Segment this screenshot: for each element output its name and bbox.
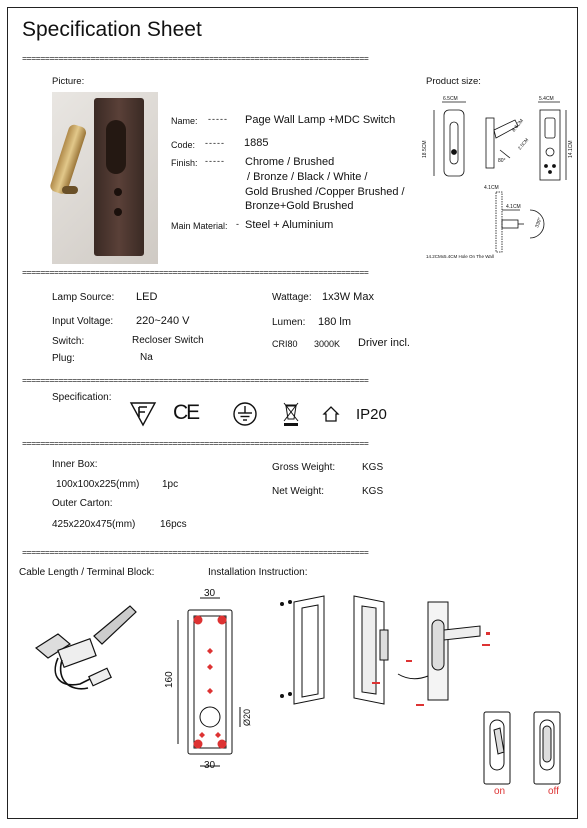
separator: ============================================================================: [22, 378, 369, 385]
outer-carton-label: Outer Carton:: [52, 498, 113, 509]
dim-label: 80°: [498, 158, 506, 164]
on-label: on: [494, 786, 506, 797]
finish-line: / Bronze / Black / White /: [247, 171, 368, 183]
dim-label: 5.4CM: [539, 96, 554, 102]
product-photo: [52, 92, 158, 264]
gross-weight-label: Gross Weight:: [272, 462, 336, 473]
inner-box-dims: 100x100x225(mm): [56, 479, 140, 490]
outer-carton-dims: 425x220x475(mm): [52, 519, 136, 530]
switch-label: Switch:: [52, 336, 85, 347]
dim-label: 160: [164, 671, 175, 688]
separator: ============================================================================: [22, 550, 369, 557]
page-title: Specification Sheet: [22, 18, 202, 41]
dim-label: 14.1CM: [568, 140, 574, 158]
ce-mark-icon: CE: [173, 401, 199, 424]
code-label: Code:: [171, 140, 196, 150]
dim-label: 330°: [534, 216, 544, 229]
picture-label: Picture:: [52, 76, 85, 87]
specification-label: Specification:: [52, 392, 112, 403]
name-label: Name:: [171, 116, 198, 126]
code-dashes: -----: [205, 138, 225, 148]
name-dashes: -----: [208, 114, 228, 124]
dim-label: 4.1CM: [484, 185, 499, 191]
dim-label: 4.1CM: [506, 204, 521, 210]
plug-value: Na: [140, 352, 153, 363]
dim-label: 30: [204, 588, 216, 599]
plug-label: Plug:: [52, 353, 75, 364]
material-label: Main Material:: [171, 221, 228, 231]
product-size-label: Product size:: [426, 76, 481, 87]
input-voltage-value: 220~240 V: [136, 315, 190, 327]
lumen-label: Lumen:: [272, 317, 306, 328]
install-label: Installation Instruction:: [208, 567, 308, 578]
input-voltage-label: Input Voltage:: [52, 316, 114, 327]
lamp-source-label: Lamp Source:: [52, 292, 115, 303]
ip-rating: IP20: [356, 406, 387, 423]
cri-label: CRI80: [272, 339, 298, 349]
dim-label: Ø20: [242, 708, 252, 726]
f-mark-icon: [130, 402, 156, 426]
switch-value: Recloser Switch: [132, 335, 204, 346]
finish-line: Gold Brushed /Copper Brushed /: [245, 186, 405, 198]
code-value: 1885: [244, 137, 269, 149]
on-off-drawing: [474, 708, 570, 788]
dim-label: 8.6CM: [510, 118, 526, 134]
outer-carton-qty: 16pcs: [160, 519, 187, 530]
wattage-label: Wattage:: [272, 292, 312, 303]
material-value: Steel + Aluminium: [245, 219, 334, 231]
finish-line: Bronze+Gold Brushed: [245, 200, 354, 212]
product-size-drawing: [420, 92, 574, 264]
material-dash: -: [236, 219, 239, 229]
weee-bin-icon: [282, 401, 300, 427]
separator: ============================================================================: [22, 270, 369, 277]
separator: ============================================================================: [22, 441, 369, 448]
driver-value: Driver incl.: [358, 337, 410, 349]
lumen-value: 180 lm: [318, 316, 352, 328]
finish-dashes: -----: [205, 156, 225, 166]
off-label: off: [548, 786, 559, 797]
ground-icon: [232, 401, 258, 427]
net-weight-label: Net Weight:: [272, 486, 325, 497]
cct-value: 3000K: [314, 339, 341, 349]
net-weight-value: KGS: [362, 486, 384, 497]
name-value: Page Wall Lamp +MDC Switch: [245, 114, 396, 126]
dim-label: 30: [204, 760, 216, 771]
terminal-block-drawing: [30, 596, 148, 706]
separator: ============================================================================: [22, 56, 369, 63]
dim-label: 2.5CM: [516, 137, 530, 151]
inner-box-label: Inner Box:: [52, 459, 98, 470]
mounting-dimension-drawing: [160, 590, 270, 772]
installation-steps-drawing: [268, 590, 503, 710]
dim-label: 18.5CM: [422, 140, 428, 158]
finish-label: Finish:: [171, 158, 198, 168]
hole-note: 14.2CMx5.4CM Hole On The Wall: [426, 254, 494, 259]
lamp-source-value: LED: [136, 291, 158, 303]
cable-label: Cable Length / Terminal Block:: [19, 567, 155, 578]
finish-line: Chrome / Brushed: [245, 156, 335, 168]
dim-label: 6.5CM: [443, 96, 458, 102]
gross-weight-value: KGS: [362, 462, 384, 473]
inner-box-qty: 1pc: [162, 479, 179, 490]
indoor-house-icon: [322, 405, 340, 423]
wattage-value: 1x3W Max: [322, 291, 374, 303]
